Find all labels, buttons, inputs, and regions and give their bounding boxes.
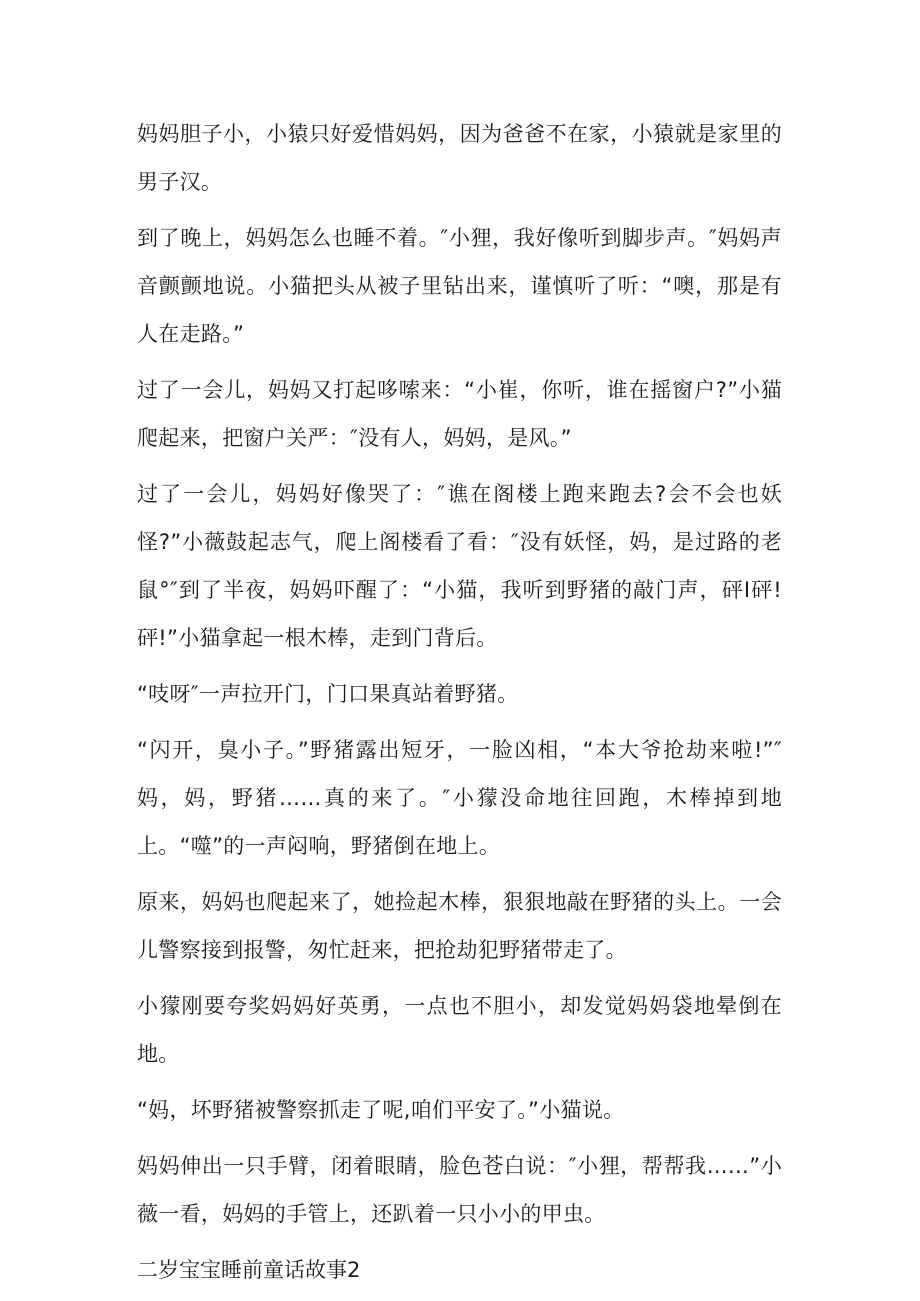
- paragraph-5: “吱呀″一声拉开门，门口果真站着野猪。: [137, 682, 519, 706]
- paragraph-10: 妈妈伸出一只手臂，闭着眼睛，脸色苍白说：″小狸，帮帮我……”小薇一看，妈妈的手管上，还趴着一只小小的甲虫。: [137, 1154, 782, 1226]
- paragraph-9: “妈，坏野猪被警察抓走了呢,咱们平安了。”小猫说。: [137, 1098, 625, 1122]
- paragraph-2: 到了晚上，妈妈怎么也睡不着。″小狸，我好像听到脚步声。″妈妈声音颤颤地说。小猫把头从被子里钻出来，谨慎听了听：“噢，那是有人在走路。”: [137, 226, 782, 346]
- paragraph-8: 小獴刚要夸奖妈妈好英勇，一点也不胆小，却发觉妈妈袋地晕倒在地。: [137, 994, 782, 1066]
- paragraph-3: 过了一会儿，妈妈又打起哆嗦来：“小崔，你听，谁在摇窗户?”小猫爬起来，把窗户关严：″没有人，妈妈，是风。”: [137, 378, 782, 450]
- section-heading: 二岁宝宝睡前童话故事2: [137, 1258, 361, 1282]
- paragraph-6: “闪开，臭小子。”野猪露出短牙，一脸凶相，“本大爷抢劫来啦!”″妈，妈，野猪……真的来了。″小獴没命地往回跑，木棒掉到地上。“噬”的一声闷响，野猪倒在地上。: [137, 738, 782, 858]
- paragraph-7: 原来，妈妈也爬起来了，她捡起木棒，狠狠地敲在野猪的头上。一会儿警察接到报警，匆忙赶来，把抢劫犯野猪带走了。: [137, 890, 782, 962]
- story-body: [137, 110, 782, 1294]
- paragraph-4: 过了一会儿，妈妈好像哭了：″谯在阁楼上跑来跑去?会不会也妖怪?”小薇鼓起志气，爬上阁楼看了看：″没有妖怪，妈，是过路的老鼠°″到了半夜，妈妈吓醒了：“小猫，我听到野猪的敲门声，砰I砰!砰!”小猫拿起一根木棒，走到门背后。: [137, 482, 782, 650]
- paragraph-1: 妈妈胆子小，小猿只好爱惜妈妈，因为爸爸不在家，小猿就是家里的男子汉。: [137, 122, 782, 194]
